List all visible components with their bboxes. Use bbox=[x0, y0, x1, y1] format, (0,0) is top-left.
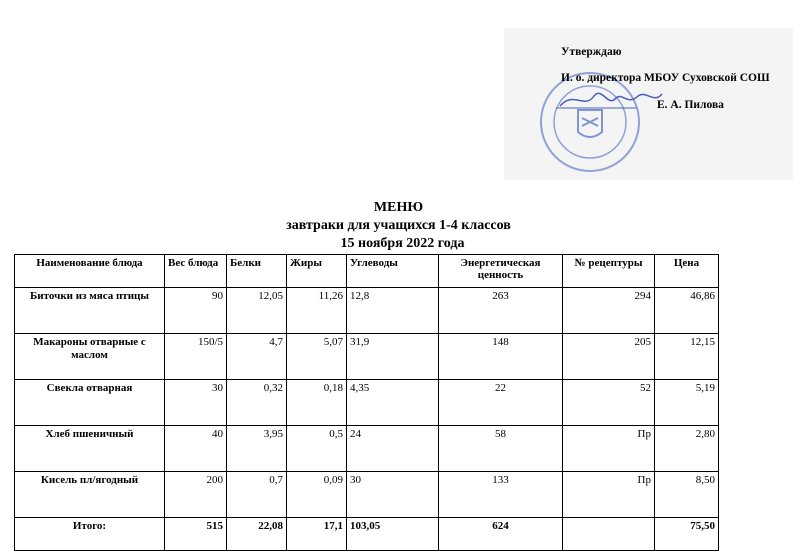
cell-fat: 0,5 bbox=[287, 426, 347, 472]
table-row bbox=[15, 426, 719, 472]
table-row bbox=[15, 380, 719, 426]
dish-name: Хлеб пшеничный bbox=[15, 426, 165, 472]
table-row bbox=[15, 334, 719, 380]
cell-fat: 0,09 bbox=[287, 472, 347, 518]
dish-name: Биточки из мяса птицы bbox=[15, 288, 165, 334]
cell-weight: 40 bbox=[165, 426, 227, 472]
cell-weight: 200 bbox=[165, 472, 227, 518]
table-header-row bbox=[15, 255, 719, 288]
cell-energy: 148 bbox=[439, 334, 563, 380]
cell-price: 5,19 bbox=[655, 380, 719, 426]
cell-price: 8,50 bbox=[655, 472, 719, 518]
header-cell: Наименование блюда bbox=[15, 255, 165, 288]
cell-protein: 3,95 bbox=[227, 426, 287, 472]
total-label: Итого: bbox=[15, 518, 165, 551]
header-cell: Вес блюда bbox=[165, 255, 227, 288]
cell-fat: 11,26 bbox=[287, 288, 347, 334]
total-carbs: 103,05 bbox=[347, 518, 439, 551]
header-cell: Белки bbox=[227, 255, 287, 288]
cell-weight: 150/5 bbox=[165, 334, 227, 380]
cell-energy: 263 bbox=[439, 288, 563, 334]
approval-block bbox=[504, 28, 793, 180]
cell-recipe: 205 bbox=[563, 334, 655, 380]
cell-protein: 0,7 bbox=[227, 472, 287, 518]
cell-price: 12,15 bbox=[655, 334, 719, 380]
total-energy: 624 bbox=[439, 518, 563, 551]
dish-name: Свекла отварная bbox=[15, 380, 165, 426]
total-price: 75,50 bbox=[655, 518, 719, 551]
cell-recipe: Пр bbox=[563, 426, 655, 472]
header-cell: Цена bbox=[655, 255, 719, 288]
total-protein: 22,08 bbox=[227, 518, 287, 551]
cell-weight: 30 bbox=[165, 380, 227, 426]
cell-energy: 22 bbox=[439, 380, 563, 426]
cell-energy: 133 bbox=[439, 472, 563, 518]
cell-carbs: 31,9 bbox=[347, 334, 439, 380]
cell-recipe: 52 bbox=[563, 380, 655, 426]
cell-price: 46,86 bbox=[655, 288, 719, 334]
cell-recipe: Пр bbox=[563, 472, 655, 518]
header-cell: № рецептуры bbox=[563, 255, 655, 288]
cell-weight: 90 bbox=[165, 288, 227, 334]
cell-energy: 58 bbox=[439, 426, 563, 472]
cell-carbs: 30 bbox=[347, 472, 439, 518]
director-title: И. о. директора МБОУ Суховской СОШ bbox=[561, 72, 770, 84]
cell-protein: 4,7 bbox=[227, 334, 287, 380]
cell-fat: 5,07 bbox=[287, 334, 347, 380]
cell-protein: 12,05 bbox=[227, 288, 287, 334]
cell-protein: 0,32 bbox=[227, 380, 287, 426]
cell-fat: 0,18 bbox=[287, 380, 347, 426]
header-cell: Углеводы bbox=[347, 255, 439, 288]
menu-table bbox=[14, 254, 719, 551]
dish-name: Макароны отварные с маслом bbox=[15, 334, 165, 380]
page-date: 15 ноября 2022 года bbox=[340, 236, 465, 251]
cell-recipe: 294 bbox=[563, 288, 655, 334]
total-weight: 515 bbox=[165, 518, 227, 551]
table-row bbox=[15, 472, 719, 518]
cell-price: 2,80 bbox=[655, 426, 719, 472]
cell-carbs: 24 bbox=[347, 426, 439, 472]
page-title: МЕНЮ bbox=[373, 200, 424, 215]
signature bbox=[556, 86, 666, 112]
cell-carbs: 4,35 bbox=[347, 380, 439, 426]
director-name: Е. А. Пилова bbox=[657, 99, 724, 111]
table-row bbox=[15, 288, 719, 334]
dish-name: Кисель пл/ягодный bbox=[15, 472, 165, 518]
page-subtitle: завтраки для учащихся 1-4 классов bbox=[286, 218, 511, 233]
approve-label: Утверждаю bbox=[561, 46, 622, 58]
header-cell: Жиры bbox=[287, 255, 347, 288]
header-cell: Энергетическая ценность bbox=[439, 255, 563, 288]
total-fat: 17,1 bbox=[287, 518, 347, 551]
cell-carbs: 12,8 bbox=[347, 288, 439, 334]
